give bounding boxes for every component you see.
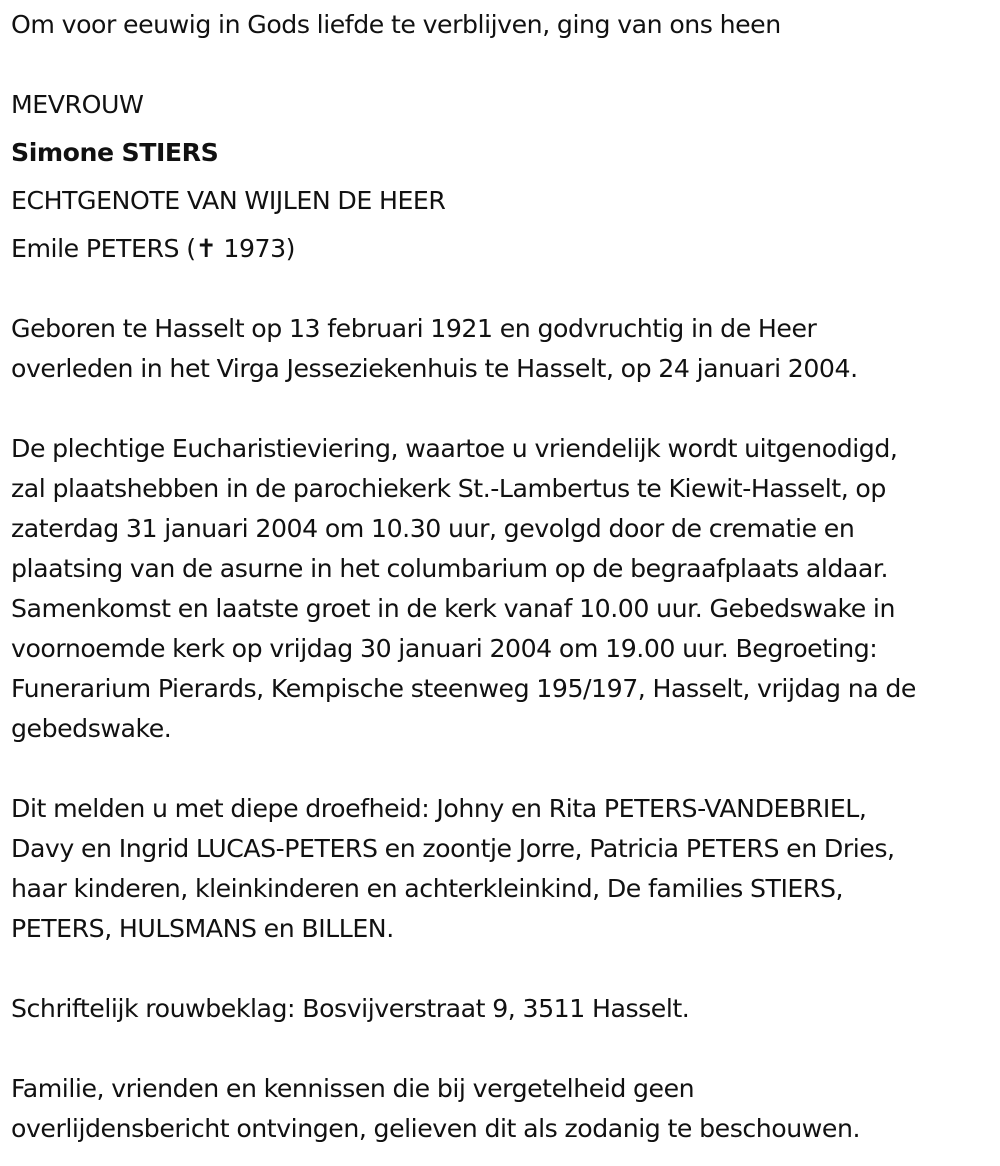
ceremony-line: gebedswake. [11,714,172,743]
family-line: Dit melden u met diepe droefheid: Johny en Rita PETERS-VANDEBRIEL, [11,794,867,823]
relation-line: ECHTGENOTE VAN WIJLEN DE HEER [11,186,446,215]
birth-death-line: overleden in het Virga Jesseziekenhuis te Hasselt, op 24 januari 2004. [11,354,858,383]
ceremony-line: De plechtige Eucharistieviering, waartoe u vriendelijk wordt uitgenodigd, [11,434,898,463]
ceremony-line: zal plaatshebben in de parochiekerk St.-Lambertus te Kiewit-Hasselt, op [11,474,886,503]
birth-death-line: Geboren te Hasselt op 13 februari 1921 en godvruchtig in de Heer [11,314,817,343]
family-line: haar kinderen, kleinkinderen en achterkleinkind, De families STIERS, [11,874,844,903]
family-line: Davy en Ingrid LUCAS-PETERS en zoontje Jorre, Patricia PETERS en Dries, [11,834,895,863]
title-prefix: MEVROUW [11,90,144,119]
closing-line: overlijdensbericht ontvingen, gelieven dit als zodanig te beschouwen. [11,1114,861,1143]
deceased-name: Simone STIERS [11,138,219,167]
ceremony-line: voornoemde kerk op vrijdag 30 januari 2004 om 19.00 uur. Begroeting: [11,634,878,663]
intro-line: Om voor eeuwig in Gods liefde te verblijven, ging van ons heen [11,10,781,39]
ceremony-line: plaatsing van de asurne in het columbarium op de begraafplaats aldaar. [11,554,889,583]
closing-line: Familie, vrienden en kennissen die bij vergetelheid geen [11,1074,695,1103]
condolences-line: Schriftelijk rouwbeklag: Bosvijverstraat 9, 3511 Hasselt. [11,994,690,1023]
family-line: PETERS, HULSMANS en BILLEN. [11,914,394,943]
ceremony-line: zaterdag 31 januari 2004 om 10.30 uur, gevolgd door de crematie en [11,514,855,543]
ceremony-line: Funerarium Pierards, Kempische steenweg 195/197, Hasselt, vrijdag na de [11,674,916,703]
spouse-line: Emile PETERS (✝ 1973) [11,234,296,263]
ceremony-line: Samenkomst en laatste groet in de kerk vanaf 10.00 uur. Gebedswake in [11,594,895,623]
